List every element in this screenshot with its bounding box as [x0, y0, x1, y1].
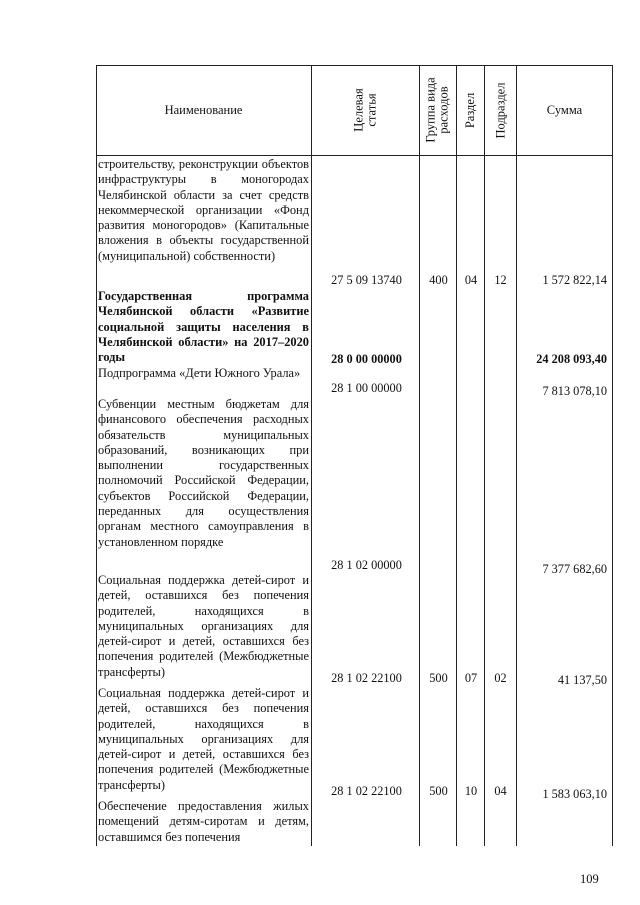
table-border-left — [96, 65, 97, 846]
header-subsection-label: Подраздел — [493, 82, 507, 138]
row-2-code: 28 0 00 00000 — [331, 352, 402, 366]
row-6-sum: 1 583 063,10 — [542, 787, 607, 801]
header-subsection — [485, 66, 516, 154]
row-6-code: 28 1 02 22100 — [331, 784, 402, 798]
row-5-description: Социальная поддержка детей-сирот и детей, оставшихся без попечения родителей, находящихся в муниципальных организациях для детей-сирот и детей, оставшихся без попечения родителей (Межбюджетные трансферты) — [98, 573, 309, 679]
row-2-description: Государственная программа Челябинской области «Развитие социальной защиты населения в Челябинской области» на 2017–2020 годы — [98, 289, 309, 365]
row-2-sum: 24 208 093,40 — [536, 352, 607, 366]
table-col-divider-code — [419, 65, 420, 846]
table-border-right — [612, 65, 613, 846]
table-header-divider — [96, 155, 613, 156]
row-4-description: Субвенции местным бюджетам для финансового обеспечения расходных обязательств муниципальных образований, возникающих при выполнении государственных полномочий Российской Федерации, субъектов Российской Федерации, переданных для осуществления органам местного самоуправления в установленном порядке — [98, 397, 309, 549]
row-5-sum: 41 137,50 — [557, 673, 607, 687]
header-section — [457, 66, 484, 154]
table-col-divider-subsection — [516, 65, 517, 846]
row-5-subsection: 02 — [494, 671, 507, 685]
row-4-sum: 7 377 682,60 — [542, 562, 607, 576]
header-target-label: Целевая статья — [351, 88, 379, 132]
row-1-section: 04 — [464, 273, 478, 287]
row-5-code: 28 1 02 22100 — [331, 671, 402, 685]
row-3-description: Подпрограмма «Дети Южного Урала» — [98, 366, 301, 380]
row-6-description: Социальная поддержка детей-сирот и детей, оставшихся без попечения родителей, находящихся в муниципальных организациях для детей-сирот и детей, оставшихся без попечения родителей (Межбюджетные трансферты) — [98, 686, 309, 792]
header-name: Наименование — [164, 102, 243, 117]
table-col-divider-name — [311, 65, 312, 846]
row-1-group: 400 — [429, 273, 448, 287]
row-1-code: 27 5 09 13740 — [331, 273, 402, 287]
row-6-group: 500 — [429, 784, 448, 798]
page-number: 109 — [580, 872, 599, 886]
header-group-label: Группа вида расходов — [424, 77, 452, 143]
header-section-label: Раздел — [463, 92, 478, 128]
header-target — [312, 66, 419, 154]
row-7-description: Обеспечение предоставления жилых помещений детям-сиротам и детям, оставшимся без попечения — [98, 799, 309, 844]
row-6-section: 10 — [464, 784, 478, 798]
row-4-code: 28 1 02 00000 — [331, 558, 402, 572]
row-3-sum: 7 813 078,10 — [542, 384, 607, 398]
row-3-code: 28 1 00 00000 — [331, 381, 402, 395]
table-col-divider-section — [484, 65, 485, 846]
table-col-divider-group — [456, 65, 457, 846]
row-5-group: 500 — [429, 671, 448, 685]
header-group — [420, 66, 456, 154]
row-1-description: строительству, реконструкции объектов инфраструктуры в моногородах Челябинской области за счет средств некоммерческой организации «Фонд развития моногородов» (Капитальные вложения в объекты государственной (муниципальной) собственности) — [98, 157, 309, 263]
row-5-section: 07 — [464, 671, 478, 685]
row-1-subsection: 12 — [494, 273, 507, 287]
header-sum: Сумма — [546, 102, 583, 117]
row-6-subsection: 04 — [494, 784, 507, 798]
row-1-sum: 1 572 822,14 — [542, 273, 607, 287]
